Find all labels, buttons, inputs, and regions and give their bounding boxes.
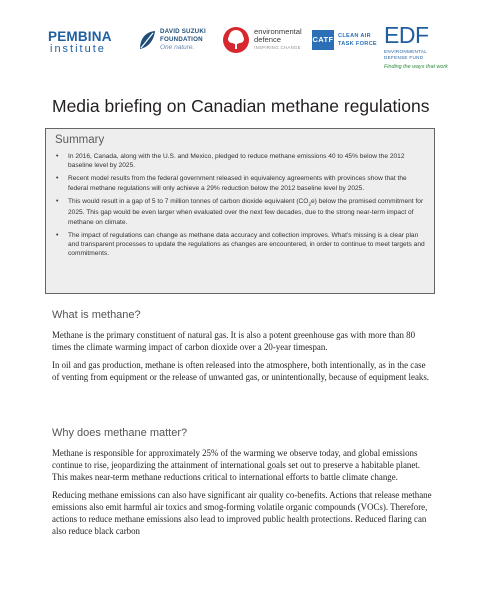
bullet-icon: • (56, 153, 59, 160)
suzuki-logo-tagline: One nature. (160, 44, 195, 51)
co2-subscript: 2 (308, 201, 312, 207)
section-paragraph: Methane is responsible for approximately 25% of the warming we observe today, and global emissions continue to rise, jeopardizing the attainment of international goals set out to preserve a habitable planet. This makes near-term methane reductions critical to international efforts to battle climate change. (52, 448, 420, 482)
suzuki-logo-line1: DAVID SUZUKI (160, 28, 206, 35)
partner-logos (0, 0, 480, 78)
suzuki-logo-line2: FOUNDATION (160, 36, 203, 43)
summary-bullet-text: The impact of regulations can change as methane data accuracy and collection improves. What’s missing is a clear plan and transparent processes to update the regulations as changes are encountered, in order to continue to meet targets and commitments. (68, 231, 425, 258)
edf-logo-line2: DEFENSE FUND (384, 55, 424, 60)
section-paragraph: Methane is the primary constituent of natural gas. It is also a potent greenhouse gas with more than 80 times the climate warming impact of carbon dioxide over a 20-year timespan. (52, 330, 416, 352)
summary-box (45, 128, 435, 294)
envdef-logo-line1: environmental (254, 27, 302, 36)
summary-bullet-text-pre: This would result in a gap of 5 to 7 million tonnes of carbon dioxide equivalent (CO (68, 197, 309, 205)
edf-logo-line1: ENVIRONMENTAL (384, 49, 428, 54)
david-suzuki-foundation-logo (137, 28, 206, 52)
summary-bullet (55, 152, 425, 170)
catf-mark: CATF (312, 30, 334, 50)
summary-list (55, 152, 425, 258)
section-what-is-methane (52, 309, 434, 383)
bullet-icon: • (56, 231, 59, 239)
edf-mark: EDF (384, 22, 429, 48)
pembina-logo-subtext: institute (50, 43, 106, 55)
summary-bullet (55, 197, 425, 227)
summary-bullet (55, 174, 425, 192)
bullet-icon: • (56, 197, 59, 205)
section-paragraph: Reducing methane emissions can also have significant air quality co-benefits. Actions that release methane emissions also emit harmful air toxics and smog-forming volatile organic compounds (VOCs). Therefore, actions to reduce methane emissions also lead to improved public health protections. Reduced flaring can also reduce black carbon (52, 490, 432, 536)
envdef-logo-line2: defence (254, 35, 282, 44)
pembina-institute-logo (48, 30, 112, 55)
summary-bullet (55, 231, 425, 259)
environmental-defence-logo (222, 26, 302, 54)
section-heading: What is methane? (52, 309, 141, 321)
summary-heading: Summary (55, 134, 105, 146)
summary-bullet-text-post: e) below the promised commitment for 2025. This gap would be even larger when evaluated over the next few decades, due to the strong near-term impact of methane on climate. (68, 197, 424, 226)
edf-logo-tagline: Finding the ways that work (384, 64, 448, 70)
clean-air-task-force-logo (312, 30, 377, 50)
page-title: Media briefing on Canadian methane regulations (52, 96, 430, 116)
envdef-logo-tagline: INSPIRING CHANGE (254, 45, 301, 50)
summary-bullet-text: Recent model results from the federal government released in equivalency agreements with provinces show that the federal methane regulations will only achieve a 29% reduction below the 2012 baseline level by 2025. (68, 175, 407, 192)
section-heading: Why does methane matter? (52, 427, 188, 439)
catf-logo-line2: TASK FORCE (338, 41, 377, 47)
edf-logo (384, 24, 448, 70)
catf-logo-line1: CLEAN AIR (338, 33, 371, 39)
tree-icon (222, 26, 250, 54)
summary-bullet-text: In 2016, Canada, along with the U.S. and Mexico, pledged to reduce methane emissions 40 to 45% below the 2012 baseline level by 2025. (68, 153, 405, 170)
pembina-logo-text: PEMBINA (48, 29, 112, 44)
section-why-methane-matters (52, 427, 434, 537)
suzuki-leaf-icon (137, 29, 157, 51)
bullet-icon: • (56, 175, 59, 183)
section-paragraph: In oil and gas production, methane is often released into the atmosphere, both intentionally, as in the case of venting from equipment or the release of unwanted gas, or unintentionally, because of equipment leaks. (52, 360, 429, 382)
